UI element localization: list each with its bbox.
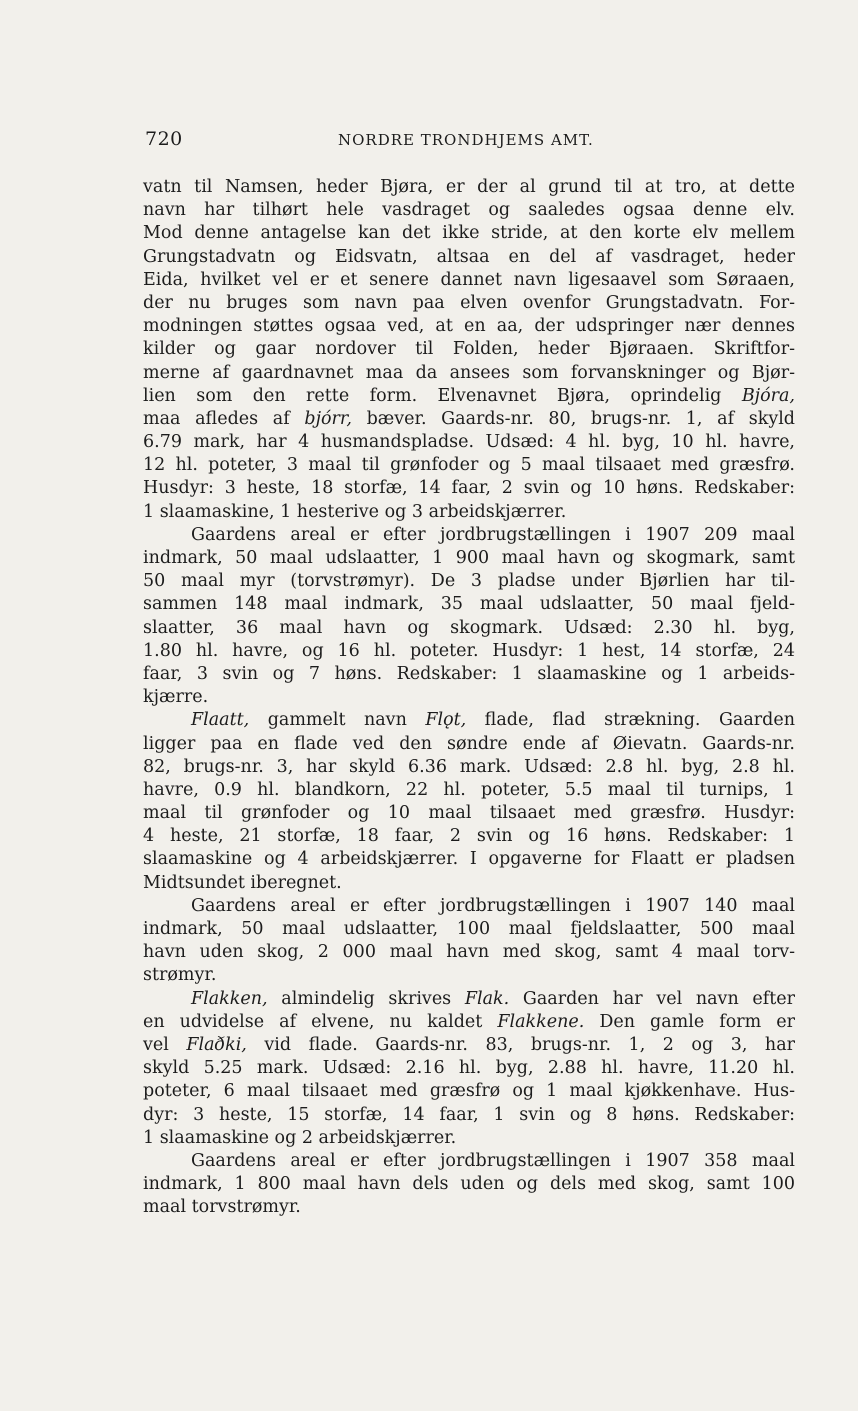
text-line	[143, 362, 795, 385]
text-line	[143, 756, 795, 779]
text-line	[143, 1080, 795, 1103]
text-line	[143, 848, 795, 871]
text-segment: Midtsundet iberegnet.	[143, 872, 342, 893]
text-segment: indmark, 50 maal udslaatter, 1 900 maal havn og skogmark, samt	[143, 548, 795, 568]
text-segment: 1 slaamaskine, 1 hesterive og 3 arbeidskjærrer.	[143, 501, 567, 522]
text-segment: kjærre.	[143, 687, 209, 708]
text-segment: vatn til Namsen, heder Bjøra, er der al grund til at tro, at dette	[143, 177, 795, 197]
text-line	[143, 385, 795, 408]
text-line	[143, 501, 795, 524]
text-segment: Den gamle form er	[584, 1011, 795, 1032]
text-segment: indmark, 1 800 maal havn dels uden og dels med skog, samt 100	[143, 1174, 795, 1195]
text-line	[143, 709, 795, 732]
text-segment: poteter, 6 maal tilsaaet med græsfrø og 1 maal kjøkkenhave. Hus-	[143, 1081, 795, 1102]
text-segment: gammelt navn	[249, 710, 426, 731]
text-segment: navn har tilhørt hele vasdraget og saaledes ogsaa denne elv.	[143, 200, 795, 221]
text-line	[143, 1196, 795, 1219]
text-segment: dyr: 3 heste, 15 storfæ, 14 faar, 1 svin og 8 høns. Redskaber:	[143, 1104, 795, 1125]
text-line	[143, 570, 795, 593]
text-segment: 6.79 mark, har 4 husmandspladse. Udsæd: 4 hl. byg, 10 hl. havre,	[143, 432, 795, 453]
text-line	[143, 617, 795, 640]
text-line	[143, 941, 795, 964]
text-segment: 4 heste, 21 storfæ, 18 faar, 2 svin og 16 høns. Redskaber: 1	[143, 826, 795, 847]
text-segment: der nu bruges som navn paa elven ovenfor Grungstadvatn. For-	[143, 292, 795, 313]
text-line	[143, 269, 795, 292]
text-line	[143, 1057, 795, 1080]
text-line	[143, 1104, 795, 1127]
text-line	[143, 663, 795, 686]
text-segment: bæver. Gaards-nr. 80, brugs-nr. 1, af skyld	[351, 408, 796, 429]
italic-term: bjórr,	[304, 408, 352, 429]
italic-term: Flak.	[464, 988, 510, 1009]
text-line	[143, 292, 795, 315]
text-segment: faar, 3 svin og 7 høns. Redskaber: 1 slaamaskine og 1 arbeids-	[143, 663, 795, 684]
text-line	[143, 988, 795, 1011]
body-text	[143, 176, 795, 1219]
text-line	[143, 1150, 795, 1173]
page-number: 720	[145, 128, 183, 150]
text-segment: havn uden skog, 2 000 maal havn med skog, samt 4 maal torv-	[143, 942, 795, 963]
italic-term: Flakkene.	[497, 1011, 585, 1032]
text-segment: ligger paa en flade ved den søndre ende af Øievatn. Gaards-nr.	[143, 733, 795, 754]
text-line	[143, 477, 795, 500]
page-header	[145, 126, 795, 154]
text-line	[143, 524, 795, 547]
text-segment: modningen støttes ogsaa ved, at en aa, der udspringer nær dennes	[143, 316, 795, 337]
text-line	[143, 779, 795, 802]
text-line	[143, 802, 795, 825]
text-segment: 50 maal myr (torvstrømyr). De 3 pladse under Bjørlien har til-	[143, 571, 795, 592]
text-line	[143, 431, 795, 454]
text-line	[143, 733, 795, 756]
text-segment: en udvidelse af elvene, nu kaldet	[143, 1011, 498, 1032]
text-segment: havre, 0.9 hl. blandkorn, 22 hl. poteter, 5.5 maal til turnips, 1	[143, 779, 795, 800]
text-line	[143, 895, 795, 918]
text-segment: 1.80 hl. havre, og 16 hl. poteter. Husdyr: 1 hest, 14 storfæ, 24	[143, 640, 795, 661]
text-line	[143, 1173, 795, 1196]
text-segment: kilder og gaar nordover til Folden, heder Bjøraaen. Skriftfor-	[143, 339, 795, 360]
text-segment: 82, brugs-nr. 3, har skyld 6.36 mark. Udsæd: 2.8 hl. byg, 2.8 hl.	[143, 756, 795, 777]
text-segment: skyld 5.25 mark. Udsæd: 2.16 hl. byg, 2.88 hl. havre, 11.20 hl.	[143, 1058, 795, 1079]
text-segment: maal torvstrømyr.	[143, 1197, 301, 1218]
text-segment: Gaardens areal er efter jordbrugstællingen i 1907 358 maal	[191, 1150, 795, 1171]
text-line	[143, 1011, 795, 1034]
text-segment: Mod denne antagelse kan det ikke stride, at den korte elv mellem	[143, 223, 795, 244]
text-segment: Eida, hvilket vel er et senere dannet navn ligesaavel som Søraaen,	[143, 269, 795, 290]
text-line	[143, 1034, 795, 1057]
text-segment: merne af gaardnavnet maa da ansees som forvanskninger og Bjør-	[143, 362, 795, 383]
text-segment: 1 slaamaskine og 2 arbeidskjærrer.	[143, 1127, 457, 1148]
italic-term: Flakken,	[191, 988, 268, 1009]
text-segment: Gaarden har vel navn efter	[509, 988, 795, 1009]
text-segment: flade, flad strækning. Gaarden	[466, 710, 795, 731]
text-segment: indmark, 50 maal udslaatter, 100 maal fjeldslaatter, 500 maal	[143, 919, 795, 939]
italic-term: Flǫt,	[425, 710, 467, 731]
text-line	[143, 338, 795, 361]
text-segment: Gaardens areal er efter jordbrugstællingen i 1907 209 maal	[191, 524, 795, 545]
text-line	[143, 315, 795, 338]
italic-term: Flaatt,	[191, 710, 250, 731]
text-line	[143, 1127, 795, 1150]
text-segment: Gaardens areal er efter jordbrugstællingen i 1907 140 maal	[191, 895, 795, 916]
text-line	[143, 547, 795, 570]
text-line	[143, 593, 795, 616]
text-segment: sammen 148 maal indmark, 35 maal udslaatter, 50 maal fjeld-	[143, 594, 795, 615]
running-title: NORDRE TRONDHJEMS AMT.	[338, 131, 594, 149]
text-line	[143, 176, 795, 199]
text-line	[143, 246, 795, 269]
italic-term: Bjóra,	[741, 385, 795, 406]
text-segment: slaatter, 36 maal havn og skogmark. Udsæd: 2.30 hl. byg,	[143, 617, 795, 638]
text-line	[143, 640, 795, 663]
text-segment: slaamaskine og 4 arbeidskjærrer. I opgaverne for Flaatt er pladsen	[143, 849, 795, 870]
text-segment: Husdyr: 3 heste, 18 storfæ, 14 faar, 2 svin og 10 høns. Redskaber:	[143, 478, 795, 499]
text-segment: vid flade. Gaards-nr. 83, brugs-nr. 1, 2 og 3, har	[246, 1034, 795, 1055]
text-line	[143, 872, 795, 895]
text-line	[143, 686, 795, 709]
text-line	[143, 454, 795, 477]
text-segment: almindelig skrives	[267, 988, 465, 1009]
text-segment: 12 hl. poteter, 3 maal til grønfoder og 5 maal tilsaaet med græsfrø.	[143, 455, 795, 476]
text-segment: Grungstadvatn og Eidsvatn, altsaa en del af vasdraget, heder	[143, 246, 795, 267]
text-line	[143, 408, 795, 431]
text-segment: lien som den rette form. Elvenavnet Bjøra, oprindelig	[143, 385, 742, 406]
text-segment: vel	[143, 1034, 187, 1055]
text-line	[143, 964, 795, 987]
text-segment: maa afledes af	[143, 408, 305, 429]
text-line	[143, 199, 795, 222]
italic-term: Flaðki,	[186, 1034, 247, 1055]
text-segment: maal til grønfoder og 10 maal tilsaaet med græsfrø. Husdyr:	[143, 803, 795, 824]
text-segment: strømyr.	[143, 965, 217, 986]
text-line	[143, 222, 795, 245]
text-line	[143, 918, 795, 941]
text-line	[143, 825, 795, 848]
